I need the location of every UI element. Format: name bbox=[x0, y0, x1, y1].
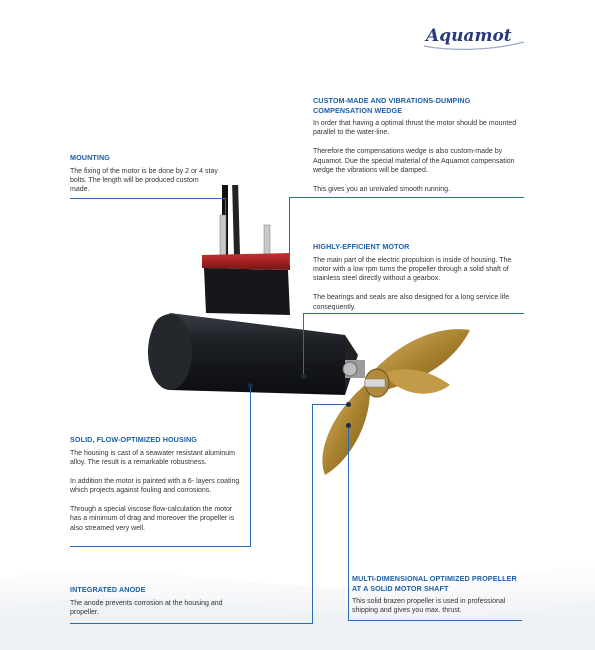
leader-dot-motor bbox=[301, 374, 306, 379]
leader-line-mounting-v bbox=[225, 198, 226, 214]
leader-line-housing bbox=[70, 546, 251, 547]
section-text: The fixing of the motor is be done by 2 or 4 stay bolts. The length will be produced custom made. bbox=[70, 167, 218, 194]
anode bbox=[343, 362, 357, 376]
section-text: The main part of the electric propulsion is inside of housing. The motor with a low rpm turns the propeller through a solid shaft of stainless steel directly without a gearbox. bbox=[313, 256, 512, 283]
section-text: This gives you an unrivaled smooth running. bbox=[313, 185, 450, 193]
compensation-wedge bbox=[202, 253, 290, 270]
section-wedge bbox=[313, 96, 528, 194]
leader-dot-housing bbox=[248, 383, 253, 388]
section-title: HIGHLY-EFFICIENT MOTOR bbox=[313, 242, 410, 251]
section-mounting bbox=[70, 153, 218, 195]
svg-text:Aquamot: Aquamot bbox=[426, 26, 512, 46]
leader-line-anode bbox=[70, 623, 313, 624]
section-motor bbox=[313, 242, 528, 312]
leader-line-propeller-v bbox=[348, 425, 349, 621]
leader-line-motor-v bbox=[303, 313, 304, 376]
section-text: The anode prevents corrosion at the housing and propeller. bbox=[70, 599, 223, 616]
section-title: SOLID, FLOW-OPTIMIZED HOUSING bbox=[70, 435, 197, 444]
stay-bolt bbox=[220, 215, 226, 255]
section-title: MOUNTING bbox=[70, 153, 110, 162]
leader-line-mounting bbox=[70, 198, 226, 199]
section-title: CUSTOM-MADE AND VIBRATIONS-DUMPING COMPENSATION WEDGE bbox=[313, 96, 471, 115]
section-text: In addition the motor is painted with a 6- layers coating which projects against fouling and corrosions. bbox=[70, 477, 240, 495]
section-text: The housing is cast of a seawater resistant aluminum alloy. The result is a remarkable robustness. bbox=[70, 449, 235, 466]
section-propeller bbox=[352, 574, 527, 616]
leader-dot-propeller bbox=[346, 423, 351, 428]
leader-line-anode-h bbox=[312, 404, 348, 405]
leader-line-anode-v bbox=[312, 405, 313, 624]
section-anode bbox=[70, 585, 248, 617]
leader-line-housing-v bbox=[250, 385, 251, 547]
leader-line-wedge bbox=[289, 197, 524, 198]
section-housing bbox=[70, 435, 242, 533]
aquamot-logo bbox=[420, 20, 530, 52]
section-title: INTEGRATED ANODE bbox=[70, 585, 146, 594]
section-title: MULTI-DIMENSIONAL OPTIMIZED PROPELLER AT A SOLID MOTOR SHAFT bbox=[352, 574, 517, 593]
leader-line-propeller bbox=[348, 620, 522, 621]
section-text: Through a special viscose flow-calculation the motor has a minimum of drag and moreover the propeller is also streamed very well. bbox=[70, 505, 235, 532]
section-text: Therefore the compensations wedge is also custom-made by Aquamot. Due the special material of the Aquamot compensation wedge the vibrations will be damped. bbox=[313, 148, 515, 175]
section-text: In order that having a optimal thrust the motor should be mounted parallel to the water-line. bbox=[313, 120, 517, 137]
leader-dot-anode bbox=[346, 402, 351, 407]
section-text: The bearings and seals are also designed for a long service life consequently. bbox=[313, 294, 510, 311]
stay-bolt bbox=[264, 225, 270, 257]
leader-line-motor bbox=[303, 313, 524, 314]
leader-line-wedge-v bbox=[289, 197, 290, 265]
section-text: This solid brazen propeller is used in professional shipping and gives you max. thrust. bbox=[352, 598, 506, 615]
